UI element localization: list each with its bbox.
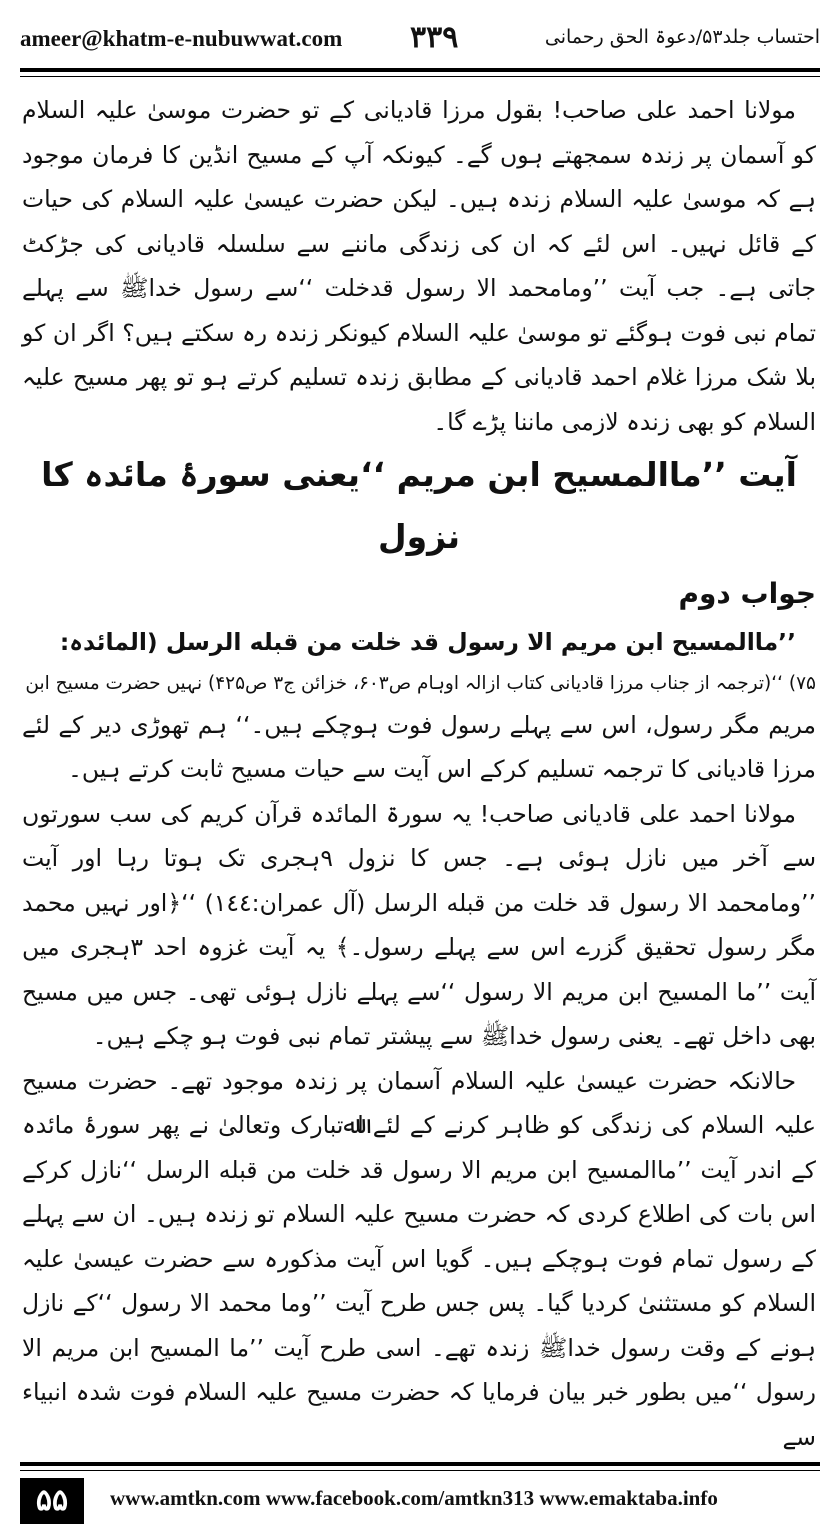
quranic-verse: ’’ماالمسیح ابن مریم الا رسول قد خلت من قبله الرسل (المائدہ: bbox=[59, 628, 796, 656]
footer-rule-thick bbox=[20, 1462, 820, 1466]
translation-reference: ۷۵) ‘‘(ترجمہ از جناب مرزا قادیانی کتاب ازالہ اوہام ص۶۰۳، خزائن ج۳ ص۴۲۵) نہیں حضرت مسیح ابن bbox=[25, 672, 816, 694]
paragraph-3: مولانا احمد علی قادیانی صاحب! یہ سورۃ المائدہ قرآن کریم کی سب سورتوں سے آخر میں نازل ہوئی ہے۔ جس کا نزول ۹ہجری تک ہوتا رہا اور آیت ’’ومامحمد الا رسول قد خلت من قبله الرسل (آل عمران:۱٤٤) ‘‘﴿اور نہیں محمد مگر رسول تحقیق گزرے اس سے پہلے رسول۔﴾ یہ آیت غزوہ احد ۳ہجری میں آیت ’’ما المسیح ابن مریم الا رسول ‘‘سے پہلے نازل ہوئی تھی۔ جس میں مسیح بھی داخل تھے۔ یعنی رسول خداﷺ سے پیشتر تمام نبی فوت ہو چکے ہیں۔ bbox=[22, 799, 817, 1050]
section-subheading: جواب دوم bbox=[678, 577, 816, 610]
footer-rule-thin bbox=[20, 1470, 820, 1471]
page-body bbox=[22, 88, 816, 1454]
header-rule-thick bbox=[20, 68, 820, 72]
section-heading: آیت ’’ماالمسیح ابن مریم ‘‘یعنی سورۂ مائدہ کا نزول bbox=[41, 455, 797, 556]
header-rule-thin bbox=[20, 76, 820, 77]
header-book-title: احتساب جلد۵۳/دعوۃ الحق رحمانی bbox=[544, 26, 820, 48]
header-page-number: ۳۳۹ bbox=[410, 20, 459, 55]
footer-page-badge: ۵۵ bbox=[20, 1478, 84, 1524]
paragraph-4: حالانکہ حضرت عیسیٰ علیہ السلام آسمان پر زندہ موجود تھے۔ حضرت مسیح علیہ السلام کی زندگی کو ظاہر کرنے کے لئے اﷲتبارک وتعالیٰ نے پھر سورۂ مائدہ کے اندر آیت ’’ماالمسیح ابن مریم الا رسول قد خلت من قبله الرسل ‘‘نازل کرکے اس بات کی اطلاع کردی کہ حضرت مسیح علیہ السلام تو زندہ ہیں۔ ان سے پہلے کے رسول تمام فوت ہوچکے ہیں۔ گویا اس آیت مذکورہ سے حضرت عیسیٰ علیہ السلام کو مستثنیٰ کردیا گیا۔ پس جس طرح آیت ’’وما محمد الا رسول ‘‘کے نازل ہونے کے وقت رسول خداﷺ زندہ تھے۔ اسی طرح آیت ’’ما المسیح ابن مریم الا رسول ‘‘میں بطور خبر بیان فرمایا کہ حضرت مسیح علیہ السلام فوت شدہ انبیاء سے bbox=[22, 1066, 816, 1451]
header-email: ameer@khatm-e-nubuwwat.com bbox=[20, 26, 343, 51]
paragraph-1: مولانا احمد علی صاحب! بقول مرزا قادیانی کے تو حضرت موسیٰ علیہ السلام کو آسمان پر زندہ سمجھتے ہوں گے۔ کیونکہ آپ کے مسیح انڈین کا فرمان موجود ہے کہ موسیٰ علیہ السلام زندہ ہیں۔ لیکن حضرت عیسیٰ علیہ السلام کی حیات کے قائل نہیں۔ اس لئے کہ ان کی زندگی ماننے سے سلسلہ قادیانی کی جڑکٹ جاتی ہے۔ جب آیت ’’ومامحمد الا رسول قدخلت ‘‘سے رسول خداﷺ سے پہلے تمام نبی فوت ہوگئے تو موسیٰ علیہ السلام کیونکر زندہ رہ سکتے ہیں؟ اگر ان کو بلا شک مرزا غلام احمد قادیانی کے مطابق زندہ تسلیم کرتے ہو تو پھر مسیح علیہ السلام کو بھی زندہ لازمی ماننا پڑے گا۔ bbox=[22, 96, 816, 436]
page-footer bbox=[20, 1462, 820, 1528]
paragraph-2: مریم مگر رسول، اس سے پہلے رسول فوت ہوچکے ہیں۔‘‘ ہم تھوڑی دیر کے لئے مرزا قادیانی کا ترجمہ تسلیم کرکے اس آیت سے حیات مسیح ثابت کرتے ہیں۔ bbox=[22, 710, 816, 783]
footer-links: www.amtkn.com www.facebook.com/amtkn313 www.emaktaba.info bbox=[110, 1486, 718, 1510]
page-header bbox=[20, 20, 820, 66]
